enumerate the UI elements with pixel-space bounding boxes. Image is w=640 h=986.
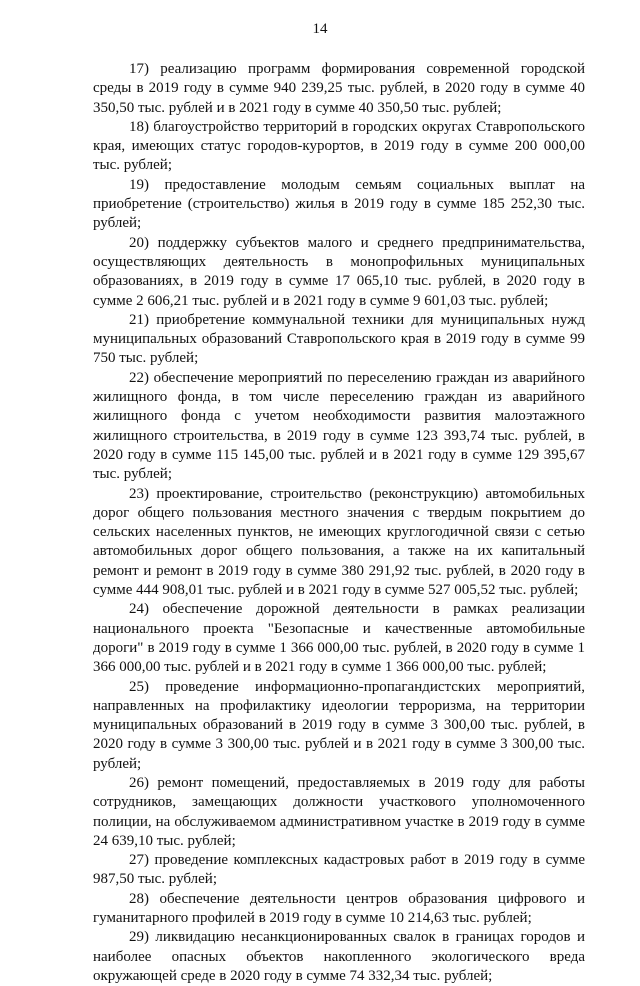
document-body [93, 60, 585, 986]
paragraph-item-18: 18) благоустройство территорий в городских округах Ставропольского края, имеющих статус городов-курортов, в 2019 году в сумме 200 000,00 тыс. рублей; [93, 118, 585, 174]
paragraph-item-29: 29) ликвидацию несанкционированных свалок в границах городов и наиболее опасных объектов накопленного экологического вреда окружающей среде в 2020 году в сумме 74 332,34 тыс. рублей; [93, 929, 585, 984]
paragraph-item-26: 26) ремонт помещений, предоставляемых в 2019 году для работы сотрудников, замещающих должности участкового уполномоченного полиции, на обслуживаемом административном участке в 2019 году в сумме 24 639,10 тыс. рублей; [93, 774, 585, 849]
paragraph-item-20: 20) поддержку субъектов малого и среднего предпринимательства, осуществляющих деятельность в монопрофильных муниципальных образованиях, в 2019 году в сумме 17 065,10 тыс. рублей, в 2020 году в сумме 2 606,21 тыс. рублей и в 2021 году в сумме 9 601,03 тыс. рублей; [93, 234, 585, 309]
paragraph-item-19: 19) предоставление молодым семьям социальных выплат на приобретение (строительство) жилья в 2019 году в сумме 185 252,30 тыс. рублей; [93, 176, 585, 232]
paragraph-item-27: 27) проведение комплексных кадастровых работ в 2019 году в сумме 987,50 тыс. рублей; [93, 852, 585, 888]
paragraph-item-25: 25) проведение информационно-пропагандистских мероприятий, направленных на профилактику идеологии терроризма, на территории муниципальных образований в 2019 году в сумме 3 300,00 тыс. рублей, в 2020 году в сумме 3 300,00 тыс. рублей и в 2021 году в сумме 3 300,00 тыс. рублей; [93, 678, 585, 772]
paragraph-item-28: 28) обеспечение деятельности центров образования цифрового и гуманитарного профилей в 2019 году в сумме 10 214,63 тыс. рублей; [93, 890, 585, 927]
paragraph-item-24: 24) обеспечение дорожной деятельности в рамках реализации национального проекта "Безопасные и качественные автомобильные дороги" в 2019 году в сумме 1 366 000,00 тыс. рублей, в 2020 году в сумме 1 366 000,00 тыс. рублей и в 2021 году в сумме 1 366 000,00 тыс. рублей; [93, 601, 585, 676]
paragraph-item-22: 22) обеспечение мероприятий по переселению граждан из аварийного жилищного фонда, в том числе переселению граждан из аварийного жилищного фонда с учетом необходимости развития малоэтажного жилищного строительства, в 2019 году в сумме 123 393,74 тыс. рублей, в 2020 году в сумме 115 145,00 тыс. рублей и в 2021 году в сумме 129 395,67 тыс. рублей; [93, 369, 585, 483]
paragraph-item-17: 17) реализацию программ формирования современной городской среды в 2019 году в сумме 940 239,25 тыс. рублей, в 2020 году в сумме 40 350,50 тыс. рублей и в 2021 году в сумме 40 350,50 тыс. рублей; [93, 61, 585, 116]
page-number: 14 [312, 21, 328, 37]
paragraph-item-21: 21) приобретение коммунальной техники для муниципальных нужд муниципальных образований Ставропольского края в 2019 году в сумме 99 750 тыс. рублей; [93, 311, 585, 367]
paragraph-item-23: 23) проектирование, строительство (реконструкцию) автомобильных дорог общего пользования местного значения с твердым покрытием до сельских населенных пунктов, не имеющих круглогодичной связи с сетью автомобильных дорог общего пользования, а также на их капитальный ремонт и ремонт в 2019 году в сумме 380 291,92 тыс. рублей, в 2020 году в сумме 444 908,01 тыс. рублей и в 2021 году в сумме 527 005,52 тыс. рублей; [93, 485, 585, 599]
